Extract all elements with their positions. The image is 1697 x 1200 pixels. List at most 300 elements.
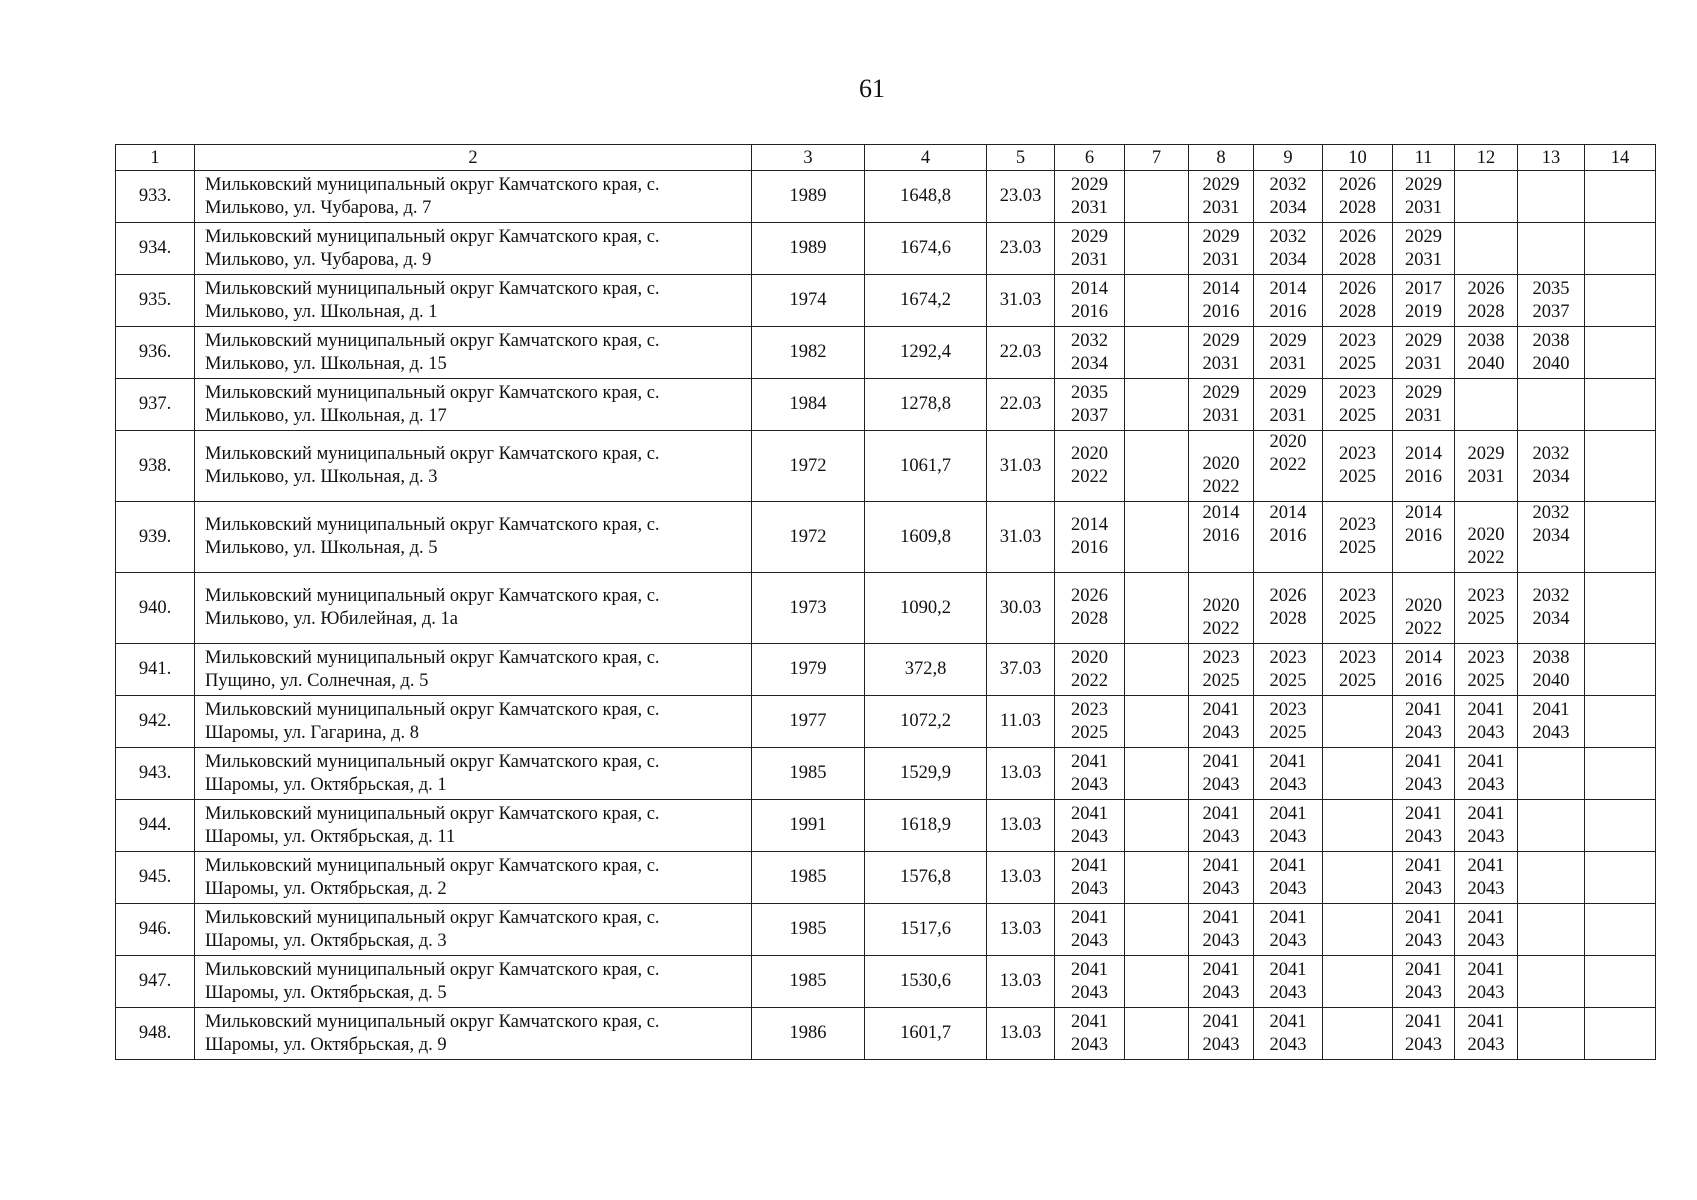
end-year: 2025 [1269,722,1307,743]
build-year-cell: 1989 [752,223,865,275]
year-range [1339,330,1376,376]
year-range [1405,443,1442,489]
start-year: 2029 [1405,226,1442,247]
start-year: 2023 [1202,647,1240,668]
header-cell: 8 [1189,145,1254,171]
period-cell-11 [1393,431,1455,502]
start-year: 2014 [1071,515,1108,535]
end-year: 2022 [1071,467,1108,487]
period-cell-9 [1254,956,1323,1008]
build-year-cell: 1982 [752,327,865,379]
start-year: 2041 [1071,803,1108,824]
period-cell-6 [1055,748,1125,800]
start-year: 2035 [1532,278,1570,299]
end-year: 2025 [1339,467,1376,487]
period-cell-9 [1254,379,1323,431]
year-range [1270,330,1307,376]
year-range [1339,585,1376,631]
period-cell-7 [1125,502,1189,573]
period-cell-6 [1055,502,1125,573]
period-cell-6 [1055,327,1125,379]
end-year: 2019 [1405,301,1442,322]
row-number-cell: 937. [116,379,195,431]
period-cell-12 [1455,956,1518,1008]
start-year: 2029 [1071,226,1108,247]
period-cell-12 [1455,904,1518,956]
row-number-cell: 935. [116,275,195,327]
period-cell-8 [1189,502,1254,573]
start-year: 2020 [1071,444,1108,464]
period-cell-11 [1393,573,1455,644]
period-cell-12 [1455,502,1518,573]
build-year-cell: 1986 [752,1008,865,1060]
end-year: 2025 [1467,609,1505,629]
header-cell: 7 [1125,145,1189,171]
start-year: 2041 [1532,699,1570,720]
address-cell [195,502,752,573]
end-year: 2031 [1071,249,1108,270]
end-year: 2031 [1202,405,1240,426]
build-year-cell: 1979 [752,644,865,696]
period-cell-7 [1125,223,1189,275]
table-row [116,904,1656,956]
period-cell-14 [1585,223,1656,275]
period-cell-6 [1055,275,1125,327]
start-year: 2023 [1269,647,1307,668]
header-cell: 13 [1518,145,1585,171]
period-cell-10 [1323,223,1393,275]
year-range [1270,1011,1307,1057]
table-row [116,171,1656,223]
start-year: 2041 [1202,803,1240,824]
period-cell-11 [1393,171,1455,223]
address-line: Шаромы, ул. Октябрьская, д. 3 [205,930,447,951]
period-cell-11 [1393,852,1455,904]
year-range [1203,959,1240,1005]
year-range [1203,647,1240,693]
period-cell-14 [1585,696,1656,748]
end-year: 2043 [1467,722,1505,743]
period-cell-8 [1189,1008,1254,1060]
end-year: 2031 [1405,353,1442,374]
start-year: 2026 [1339,174,1376,195]
period-cell-12 [1455,327,1518,379]
row-number-cell: 943. [116,748,195,800]
address-line: Мильковский муниципальный округ Камчатского края, с. [205,803,660,824]
end-year: 2016 [1269,526,1307,546]
end-year: 2037 [1532,301,1570,322]
year-range [1071,443,1108,489]
table-row [116,1008,1656,1060]
address-line: Мильковский муниципальный округ Камчатского края, с. [205,278,660,299]
period-cell-8 [1189,327,1254,379]
period-cell-7 [1125,852,1189,904]
year-range [1405,330,1442,376]
year-range [1533,443,1570,489]
start-year: 2041 [1467,699,1505,720]
table-row [116,800,1656,852]
end-year: 2028 [1269,609,1307,629]
start-year: 2029 [1202,330,1240,351]
period-cell-14 [1585,327,1656,379]
year-range [1071,174,1108,220]
year-range [1468,751,1505,797]
period-cell-12 [1455,1008,1518,1060]
start-year: 2026 [1467,278,1505,299]
address-cell [195,956,752,1008]
period-cell-8 [1189,800,1254,852]
code-cell: 13.03 [987,1008,1055,1060]
table-row [116,379,1656,431]
row-number-cell: 942. [116,696,195,748]
start-year: 2041 [1269,855,1307,876]
period-cell-11 [1393,502,1455,573]
year-range [1270,431,1307,477]
start-year: 2041 [1071,855,1108,876]
end-year: 2025 [1071,722,1108,743]
period-cell-6 [1055,171,1125,223]
start-year: 2032 [1269,226,1307,247]
build-year-cell: 1985 [752,852,865,904]
period-cell-14 [1585,502,1656,573]
period-cell-10 [1323,1008,1393,1060]
start-year: 2032 [1532,444,1570,464]
end-year: 2043 [1071,878,1108,899]
period-cell-6 [1055,431,1125,502]
header-cell: 3 [752,145,865,171]
build-year-cell: 1989 [752,171,865,223]
start-year: 2041 [1405,907,1442,928]
end-year: 2043 [1467,774,1505,795]
period-cell-8 [1189,956,1254,1008]
start-year: 2023 [1339,444,1376,464]
end-year: 2031 [1071,197,1108,218]
end-year: 2016 [1269,301,1307,322]
period-cell-13 [1518,171,1585,223]
start-year: 2041 [1071,959,1108,980]
period-cell-12 [1455,379,1518,431]
end-year: 2028 [1467,301,1505,322]
header-cell: 6 [1055,145,1125,171]
end-year: 2043 [1467,982,1505,1003]
end-year: 2043 [1405,826,1442,847]
end-year: 2043 [1269,982,1307,1003]
start-year: 2041 [1405,699,1442,720]
year-range [1270,226,1307,272]
code-cell: 13.03 [987,852,1055,904]
period-cell-14 [1585,644,1656,696]
period-cell-9 [1254,1008,1323,1060]
period-cell-9 [1254,327,1323,379]
start-year: 2014 [1071,278,1108,299]
period-cell-9 [1254,275,1323,327]
start-year: 2014 [1269,503,1307,523]
address-line: Шаромы, ул. Октябрьская, д. 2 [205,878,447,899]
area-cell: 1072,2 [865,696,987,748]
end-year: 2043 [1269,774,1307,795]
start-year: 2017 [1405,278,1442,299]
end-year: 2022 [1269,455,1307,475]
row-number-cell: 939. [116,502,195,573]
period-cell-6 [1055,573,1125,644]
start-year: 2026 [1339,226,1376,247]
end-year: 2037 [1071,405,1108,426]
start-year: 2029 [1269,330,1307,351]
area-cell: 1601,7 [865,1008,987,1060]
start-year: 2041 [1269,751,1307,772]
period-cell-6 [1055,852,1125,904]
period-cell-10 [1323,852,1393,904]
start-year: 2041 [1269,1011,1307,1032]
year-range [1071,959,1108,1005]
period-cell-13 [1518,644,1585,696]
start-year: 2023 [1269,699,1307,720]
year-range [1203,502,1240,548]
table-row [116,852,1656,904]
area-cell: 1090,2 [865,573,987,644]
period-cell-9 [1254,223,1323,275]
area-cell: 372,8 [865,644,987,696]
period-cell-12 [1455,223,1518,275]
start-year: 2014 [1405,503,1442,523]
year-range [1468,1011,1505,1057]
table-row [116,573,1656,644]
area-cell: 1292,4 [865,327,987,379]
address-cell [195,904,752,956]
start-year: 2029 [1405,174,1442,195]
period-cell-14 [1585,171,1656,223]
period-cell-7 [1125,171,1189,223]
area-cell: 1648,8 [865,171,987,223]
start-year: 2032 [1071,330,1108,351]
row-number-cell: 940. [116,573,195,644]
year-range [1533,585,1570,631]
start-year: 2038 [1467,330,1505,351]
period-cell-7 [1125,644,1189,696]
period-cell-6 [1055,1008,1125,1060]
end-year: 2043 [1202,930,1240,951]
year-range [1339,647,1376,693]
address-cell [195,696,752,748]
code-cell: 31.03 [987,502,1055,573]
start-year: 2041 [1071,751,1108,772]
period-cell-11 [1393,1008,1455,1060]
period-cell-8 [1189,431,1254,502]
period-cell-7 [1125,327,1189,379]
year-range [1203,382,1240,428]
start-year: 2041 [1202,855,1240,876]
year-range [1203,330,1240,376]
period-cell-12 [1455,171,1518,223]
year-range [1071,751,1108,797]
start-year: 2029 [1405,382,1442,403]
period-cell-13 [1518,904,1585,956]
start-year: 2023 [1339,382,1376,403]
period-cell-7 [1125,275,1189,327]
year-range [1339,174,1376,220]
year-range [1468,803,1505,849]
period-cell-10 [1323,644,1393,696]
row-number-cell: 948. [116,1008,195,1060]
header-cell: 11 [1393,145,1455,171]
end-year: 2043 [1405,774,1442,795]
code-cell: 23.03 [987,223,1055,275]
end-year: 2025 [1467,670,1505,691]
code-cell: 22.03 [987,327,1055,379]
year-range [1203,595,1240,641]
address-line: Мильковский муниципальный округ Камчатского края, с. [205,444,660,464]
start-year: 2035 [1071,382,1108,403]
year-range [1203,751,1240,797]
start-year: 2029 [1269,382,1307,403]
end-year: 2043 [1405,722,1442,743]
address-line: Мильковский муниципальный округ Камчатского края, с. [205,515,660,535]
address-line: Мильковский муниципальный округ Камчатского края, с. [205,382,660,403]
period-cell-11 [1393,223,1455,275]
period-cell-11 [1393,800,1455,852]
year-range [1533,330,1570,376]
start-year: 2020 [1202,454,1240,474]
address-line: Мильковский муниципальный округ Камчатского края, с. [205,1011,660,1032]
period-cell-6 [1055,223,1125,275]
period-cell-13 [1518,431,1585,502]
period-cell-10 [1323,275,1393,327]
end-year: 2043 [1467,878,1505,899]
year-range [1071,514,1108,560]
period-cell-7 [1125,573,1189,644]
end-year: 2031 [1405,405,1442,426]
end-year: 2043 [1202,1034,1240,1055]
period-cell-8 [1189,223,1254,275]
end-year: 2043 [1405,930,1442,951]
period-cell-11 [1393,275,1455,327]
year-range [1270,907,1307,953]
year-range [1339,443,1376,489]
start-year: 2038 [1532,330,1570,351]
period-cell-10 [1323,696,1393,748]
build-year-cell: 1973 [752,573,865,644]
year-range [1533,278,1570,324]
start-year: 2041 [1405,959,1442,980]
header-cell: 2 [195,145,752,171]
end-year: 2040 [1467,353,1505,374]
period-cell-10 [1323,431,1393,502]
year-range [1405,907,1442,953]
period-cell-9 [1254,904,1323,956]
period-cell-9 [1254,748,1323,800]
address-line: Мильковский муниципальный округ Камчатского края, с. [205,647,660,668]
period-cell-9 [1254,431,1323,502]
build-year-cell: 1977 [752,696,865,748]
year-range [1071,330,1108,376]
start-year: 2026 [1269,586,1307,606]
end-year: 2016 [1071,301,1108,322]
address-line: Мильково, ул. Чубарова, д. 7 [205,197,432,218]
area-cell: 1609,8 [865,502,987,573]
registry-table [115,144,1656,1060]
address-line: Пущино, ул. Солнечная, д. 5 [205,670,429,691]
year-range [1533,647,1570,693]
start-year: 2029 [1405,330,1442,351]
period-cell-8 [1189,644,1254,696]
start-year: 2014 [1405,444,1442,464]
period-cell-9 [1254,171,1323,223]
period-cell-13 [1518,223,1585,275]
start-year: 2041 [1467,907,1505,928]
year-range [1071,803,1108,849]
year-range [1468,524,1505,570]
page-number: 61 [859,74,885,103]
table-row [116,644,1656,696]
end-year: 2043 [1405,878,1442,899]
address-cell [195,644,752,696]
end-year: 2022 [1467,548,1505,568]
period-cell-13 [1518,327,1585,379]
year-range [1405,855,1442,901]
year-range [1405,959,1442,1005]
period-cell-10 [1323,748,1393,800]
table-row [116,696,1656,748]
end-year: 2043 [1269,826,1307,847]
area-cell: 1061,7 [865,431,987,502]
year-range [1071,647,1108,693]
start-year: 2041 [1467,803,1505,824]
address-line: Мильково, ул. Школьная, д. 17 [205,405,447,426]
code-cell: 31.03 [987,275,1055,327]
end-year: 2031 [1405,197,1442,218]
address-line: Шаромы, ул. Октябрьская, д. 5 [205,982,447,1003]
period-cell-8 [1189,573,1254,644]
period-cell-6 [1055,800,1125,852]
address-line: Мильково, ул. Чубарова, д. 9 [205,249,432,270]
year-range [1270,502,1307,548]
end-year: 2022 [1405,619,1442,639]
year-range [1405,226,1442,272]
address-cell [195,573,752,644]
address-line: Мильковский муниципальный округ Камчатского края, с. [205,699,660,720]
start-year: 2029 [1467,444,1505,464]
header-cell: 1 [116,145,195,171]
address-cell [195,379,752,431]
year-range [1270,959,1307,1005]
end-year: 2016 [1405,670,1442,691]
end-year: 2016 [1405,467,1442,487]
year-range [1468,855,1505,901]
year-range [1203,174,1240,220]
year-range [1339,514,1376,560]
end-year: 2016 [1071,538,1108,558]
year-range [1405,595,1442,641]
end-year: 2034 [1269,249,1307,270]
period-cell-11 [1393,904,1455,956]
period-cell-13 [1518,379,1585,431]
start-year: 2023 [1339,647,1376,668]
address-cell [195,800,752,852]
year-range [1468,699,1505,745]
code-cell: 37.03 [987,644,1055,696]
address-line: Мильковский муниципальный округ Камчатского края, с. [205,959,660,980]
period-cell-13 [1518,275,1585,327]
period-cell-11 [1393,379,1455,431]
year-range [1468,647,1505,693]
start-year: 2041 [1202,1011,1240,1032]
year-range [1270,174,1307,220]
row-number-cell: 936. [116,327,195,379]
period-cell-10 [1323,171,1393,223]
year-range [1270,278,1307,324]
code-cell: 11.03 [987,696,1055,748]
start-year: 2020 [1269,432,1307,452]
